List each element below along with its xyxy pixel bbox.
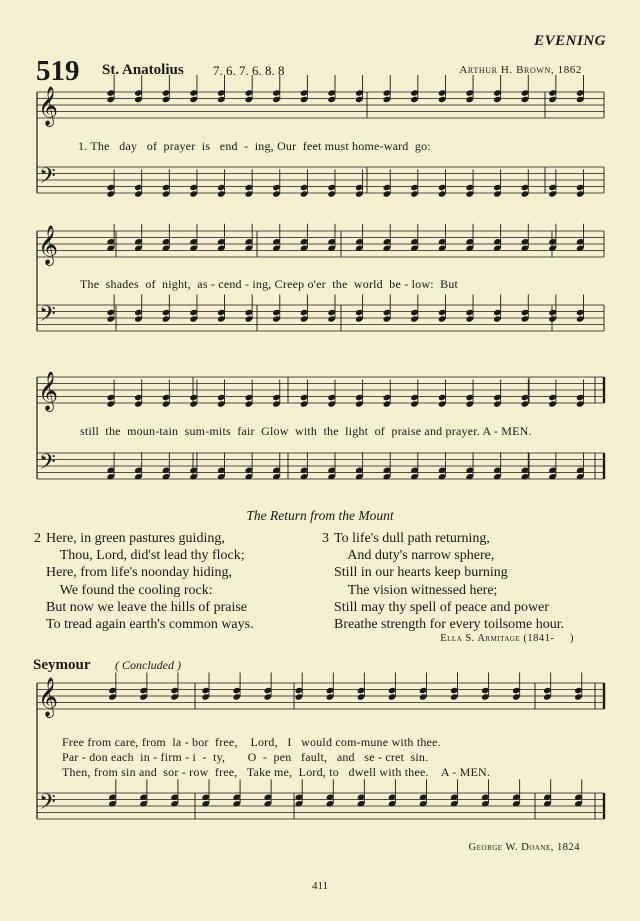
section-header: EVENING <box>534 33 606 49</box>
second-tune-name: Seymour <box>33 657 91 673</box>
bass-clef-icon: 𝄢 <box>39 450 56 480</box>
lyric-line-system-2: The shades of night, as - cend - ing, Creep o'er the world be - low: But <box>80 277 459 291</box>
meter: 7. 6. 7. 6. 8. 8 <box>213 63 285 78</box>
stanza-title: The Return from the Mount <box>246 508 394 523</box>
tune-name: St. Anatolius <box>102 62 184 78</box>
stanza-line: To life's dull path returning, <box>334 531 490 546</box>
second-tune-lyric-2: Par - don each in - firm - i - ty, O - pen fault, and se - cret sin. <box>62 750 429 764</box>
stanza-line: Thou, Lord, did'st lead thy flock; <box>46 548 245 564</box>
second-tune-note: ( Concluded ) <box>115 658 181 672</box>
stanza-line: Breathe strength for every toilsome hour. <box>334 617 565 633</box>
page-number: 411 <box>311 880 329 892</box>
stanza-3 <box>322 530 565 633</box>
treble-clef-icon: 𝄞 <box>38 225 59 265</box>
stanza-line: The vision witnessed here; <box>334 582 498 598</box>
stanza-line: But now we leave the hills of praise <box>46 599 248 615</box>
bass-clef-icon: 𝄢 <box>39 302 56 332</box>
stanza-line: To tread again earth's common ways. <box>46 617 254 633</box>
bass-clef-icon: 𝄢 <box>39 164 56 194</box>
composer-credit: Arthur H. Brown, 1862 <box>459 64 582 76</box>
lyric-line-system-1: 1. The day of prayer is end - ing, Our feet must home-ward go: <box>78 139 431 153</box>
bass-clef-icon: 𝄢 <box>39 790 56 820</box>
stanza-number: 3 <box>322 531 329 546</box>
stanza-2 <box>34 530 254 633</box>
stanza-line: Here, from life's noonday hiding, <box>46 565 233 581</box>
treble-clef-icon: 𝄞 <box>38 371 59 411</box>
stanza-number: 2 <box>34 531 41 546</box>
treble-clef-icon: 𝄞 <box>38 677 59 717</box>
stanza-line: Here, in green pastures guiding, <box>46 531 225 546</box>
stanza-line: We found the cooling rock: <box>46 582 213 598</box>
stanza-line: And duty's narrow sphere, <box>334 548 495 564</box>
second-tune-lyric-3: Then, from sin and sor - row free, Take me, Lord, to dwell with thee. A - MEN. <box>62 765 491 779</box>
stanza-line: Still in our hearts keep burning <box>334 565 508 581</box>
second-tune-lyric-1: Free from care, from la - bor free, Lord, I would com-mune with thee. <box>62 735 441 749</box>
stanza-author: Ella S. Armitage (1841- ) <box>440 633 574 644</box>
hymn-number: 519 <box>36 55 80 87</box>
treble-clef-icon: 𝄞 <box>38 86 59 126</box>
stanza-line: Still may thy spell of peace and power <box>334 599 549 615</box>
lyric-line-system-3: still the moun-tain sum-mits fair Glow with the light of praise and prayer. A - MEN. <box>80 424 532 438</box>
second-tune-author: George W. Doane, 1824 <box>468 842 580 853</box>
